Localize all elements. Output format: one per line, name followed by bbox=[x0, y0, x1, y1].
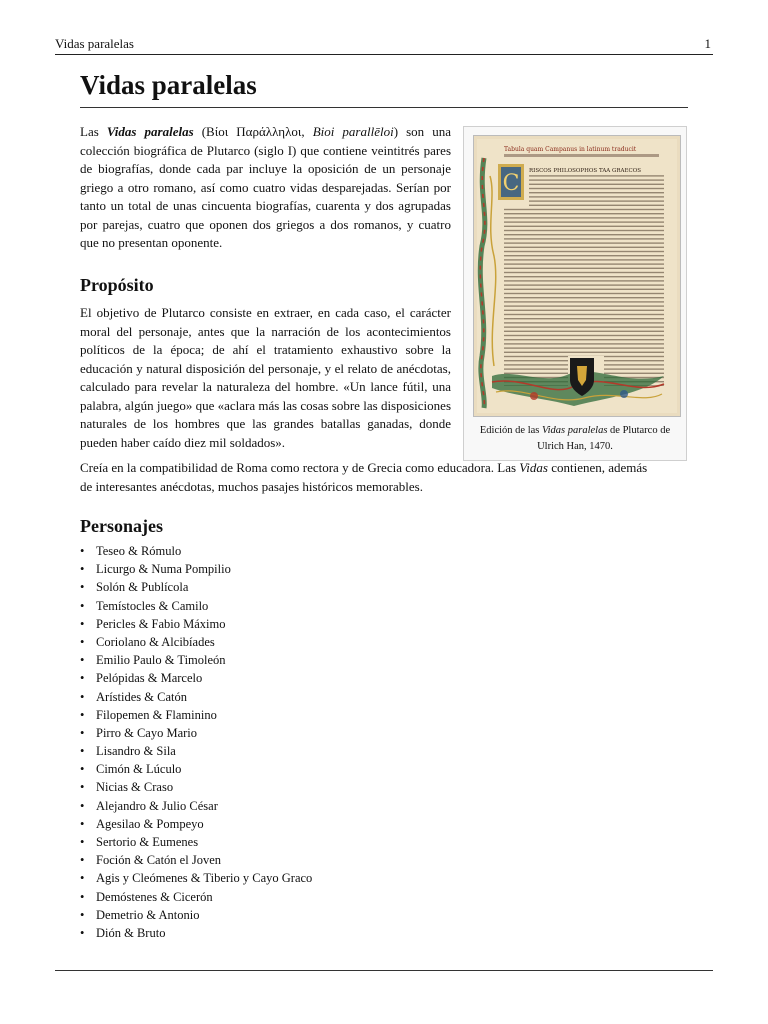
list-item: • Lisandro & Sila bbox=[80, 742, 312, 760]
caption-italic: Vidas paralelas bbox=[541, 425, 608, 436]
svg-text:C: C bbox=[502, 171, 520, 196]
proposito2-text-2: contienen, además de interesantes anécdotas, muchos pasajes históricos memorables. bbox=[80, 460, 648, 494]
proposito2-italic: Vidas bbox=[519, 460, 548, 475]
figure-caption bbox=[470, 423, 680, 455]
list-item: • Pirro & Cayo Mario bbox=[80, 724, 312, 742]
personajes-list bbox=[80, 542, 312, 942]
intro-text-1: Las bbox=[80, 124, 107, 139]
manuscript-caps-text: RISCOS PHILOSOPHOS TAA GRAECOS bbox=[529, 168, 642, 174]
list-item: • Agesilao & Pompeyo bbox=[80, 815, 312, 833]
list-item: • Solón & Publícola bbox=[80, 578, 312, 596]
section-heading-personajes: Personajes bbox=[80, 516, 163, 536]
list-item: • Emilio Paulo & Timoleón bbox=[80, 651, 312, 669]
proposito2-text-1: Creía en la compatibilidad de Roma como rectora y de Grecia como educadora. Las bbox=[80, 460, 520, 475]
list-item: • Licurgo & Numa Pompilio bbox=[80, 560, 312, 578]
list-item: • Coriolano & Alcibíades bbox=[80, 633, 312, 651]
section-heading-proposito: Propósito bbox=[80, 275, 154, 295]
running-header bbox=[55, 36, 713, 55]
page-title: Vidas paralelas bbox=[80, 70, 688, 108]
list-item: • Filopemen & Flaminino bbox=[80, 706, 312, 724]
intro-transliteration: Bioi parallēloi bbox=[312, 124, 394, 139]
list-item: • Temístocles & Camilo bbox=[80, 597, 312, 615]
figure bbox=[463, 126, 687, 461]
manuscript-image bbox=[473, 135, 681, 417]
list-item: • Agis y Cleómenes & Tiberio y Cayo Graco bbox=[80, 869, 312, 887]
caption-text-2: de Plutarco de Ulrich Han, 1470. bbox=[537, 425, 671, 452]
list-item: • Sertorio & Eumenes bbox=[80, 833, 312, 851]
proposito-paragraph: El objetivo de Plutarco consiste en extraer, en cada caso, el carácter moral del personaje, antes que la narración de los acontecimientos políticos de la época; de ahí el tratamiento exhaustivo sobre la educación y natural disposición del personaje, y el relato de anécdotas, calculado para revelar la naturaleza del hombre. «Un lance fútil, una palabra, algún juego» que «aclara más las cosas sobre las disposiciones naturales de los hombres que las grandes batallas ganadas, donde pueden haber caído diez mil soldados». bbox=[80, 305, 451, 450]
list-item: • Demetrio & Antonio bbox=[80, 906, 312, 924]
intro-paragraph bbox=[80, 123, 451, 253]
running-title: Vidas paralelas bbox=[55, 36, 134, 51]
caption-text-1: Edición de las bbox=[479, 425, 542, 436]
intro-bold-title: Vidas paralelas bbox=[106, 124, 194, 139]
list-item: • Arístides & Catón bbox=[80, 688, 312, 706]
list-item: • Cimón & Lúculo bbox=[80, 760, 312, 778]
list-item: • Demóstenes & Cicerón bbox=[80, 888, 312, 906]
manuscript-header-text: Tabula quam Campanus in latinum traducit bbox=[504, 146, 637, 153]
list-item: • Dión & Bruto bbox=[80, 924, 312, 942]
list-item: • Pericles & Fabio Máximo bbox=[80, 615, 312, 633]
list-item: • Foción & Catón el Joven bbox=[80, 851, 312, 869]
page-number: 1 bbox=[704, 36, 711, 51]
list-item: • Teseo & Rómulo bbox=[80, 542, 312, 560]
list-item: • Pelópidas & Marcelo bbox=[80, 669, 312, 687]
proposito-paragraph-2 bbox=[80, 459, 655, 496]
intro-text-2: (Βίοι Παράλληλοι, bbox=[193, 124, 313, 139]
list-item: • Nicias & Craso bbox=[80, 778, 312, 796]
footer-rule bbox=[55, 970, 713, 971]
intro-text-3: ) son una colección biográfica de Plutarco (siglo I) que contiene veintitrés pares de biografías, donde cada par incluye la oposición de un personaje griego a otro romano, así como cuatro vidas desparejadas. Serían por tanto un total de unas cincuenta biografías, cuarenta y dos agrupadas por parejas, cuatro que oponen dos griegos a dos romanos, y cuatro que no presentan oponente. bbox=[80, 124, 451, 250]
list-item: • Alejandro & Julio César bbox=[80, 797, 312, 815]
